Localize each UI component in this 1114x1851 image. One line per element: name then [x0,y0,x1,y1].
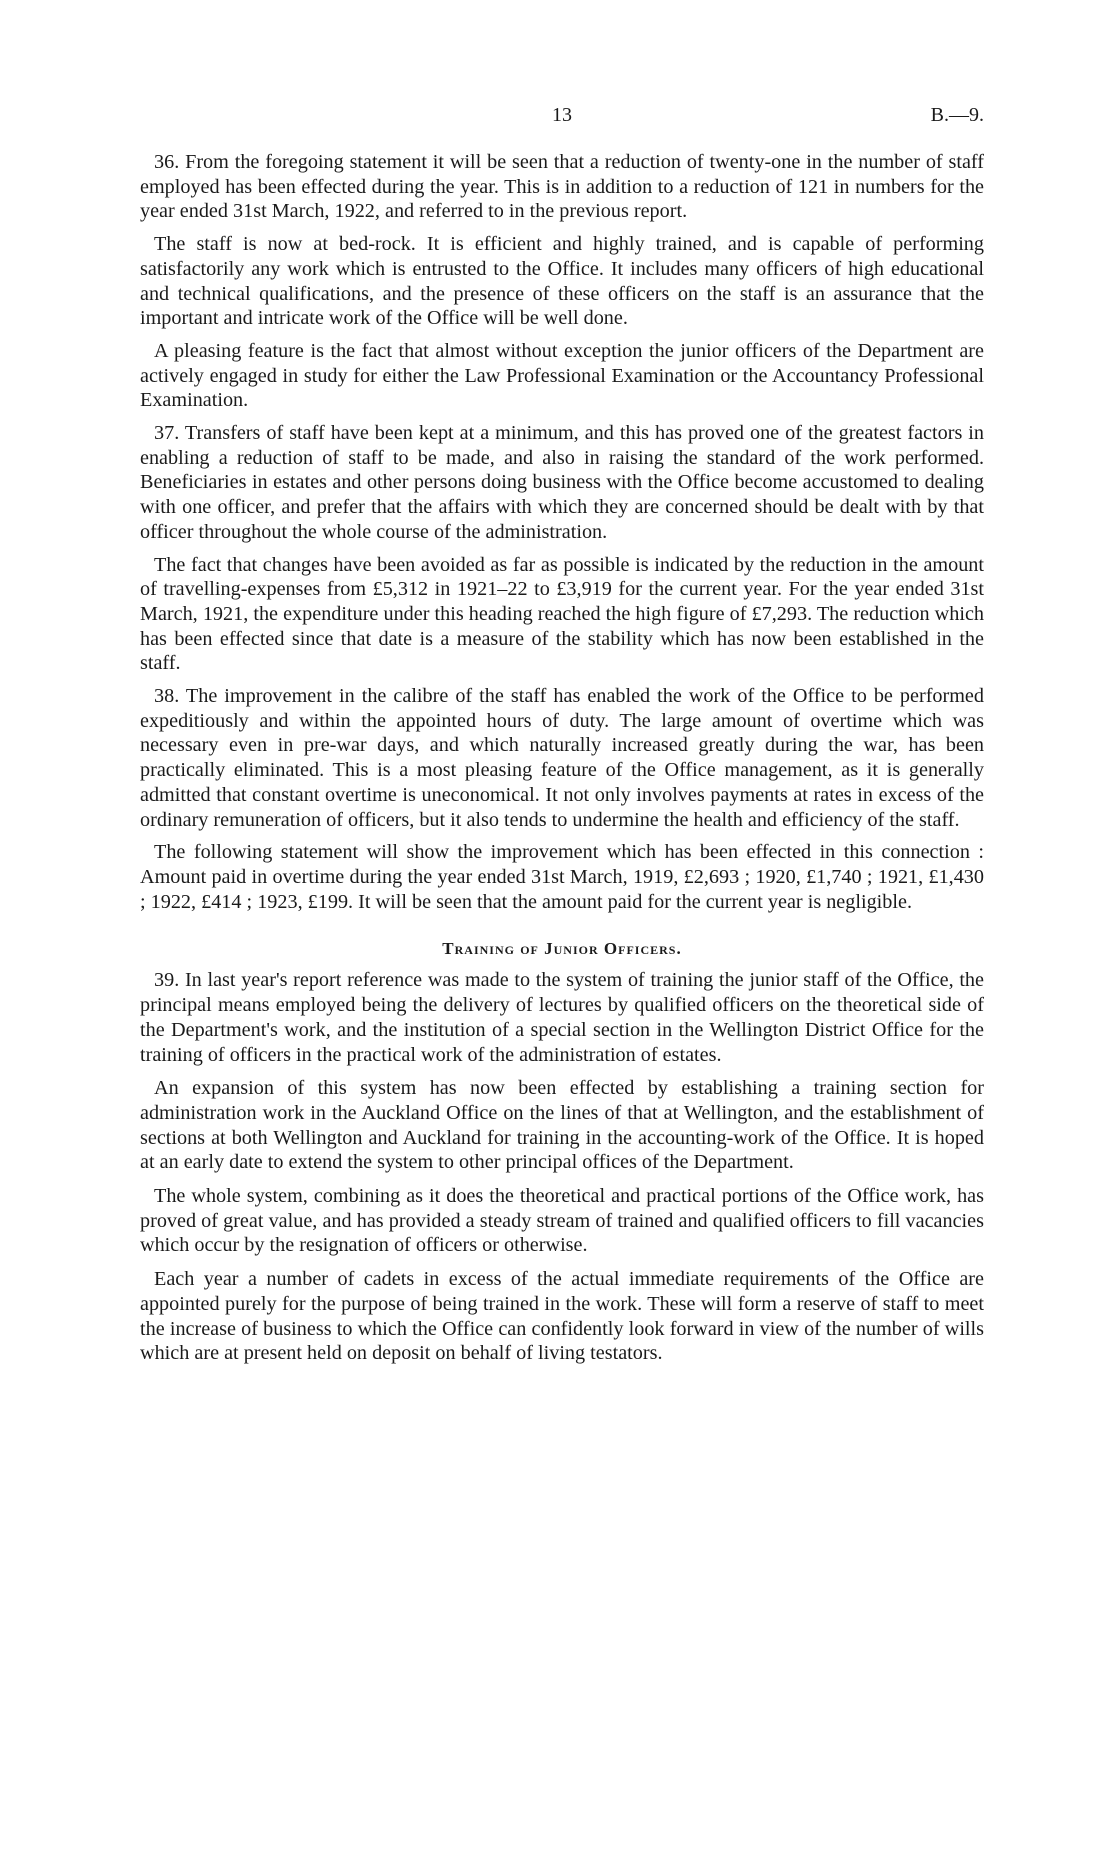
paragraph-cadets: Each year a number of cadets in excess of the actual immediate requirements of the Office are appointed purely for the purpose of being trained in the work. These will form a reserve of staff to meet the increase of business to which the Office can confidently look forward in view of the number of wills which are at present held on deposit on behalf of living testators. [140,1268,984,1365]
paragraph-pleasing-feature: A pleasing feature is the fact that almost without exception the junior officers of the Department are actively engaged in study for either the Law Professional Examination or the Accountancy Professional Examination. [140,339,984,412]
paragraph-overtime-statement: The following statement will show the improvement which has been effected in this connection : Amount paid in overtime during the year ended 31st March, 1919, £2,693 ; 1920, £1,740 ; 1921, £1,430 ; 1922, £414 ; 1923, £199. It will be seen that the amount paid for the current year is negligible. [140,841,984,913]
page-number: 13 [552,104,572,126]
paragraph-37: 37. Transfers of staff have been kept at a minimum, and this has proved one of the greatest factors in enabling a reduction of staff to be made, and also in raising the standard of the work performed. Beneficiaries in estates and other persons doing business with the Office become accustomed to dealing with one officer, and prefer that the affairs with which they are concerned should be dealt with by that officer throughout the whole course of the administration. [140,422,984,543]
paragraph-38: 38. The improvement in the calibre of the staff has enabled the work of the Office to be performed expeditiously and within the appointed hours of duty. The large amount of overtime which was necessary even in pre-war days, and which naturally increased greatly during the war, has been practically eliminated. This is a most pleasing feature of the Office management, as it is generally admitted that constant overtime is uneconomical. It not only involves payments at rates in excess of the ordinary remuneration of officers, but it also tends to undermine the health and efficiency of the staff. [140,685,984,831]
document-reference: B.—9. [930,104,984,126]
paragraph-whole-system: The whole system, combining as it does the theoretical and practical portions of the Office work, has proved of great value, and has provided a steady stream of trained and qualified officers to fill vacancies which occur by the resignation of officers or otherwise. [140,1185,984,1257]
section-heading: Training of Junior Officers. [442,939,682,959]
paragraph-travelling-expenses: The fact that changes have been avoided as far as possible is indicated by the reduction in the amount of travelling-expenses from £5,312 in 1921–22 to £3,919 for the current year. For the year ended 31st March, 1921, the expenditure under this heading reached the high figure of £7,293. The reduction which has been effected since that date is a measure of the stability which has now been established in the staff. [140,553,984,675]
body-text [140,150,984,1375]
paragraph-36: 36. From the foregoing statement it will be seen that a reduction of twenty-one in the number of staff employed has been effected during the year. This is in addition to a reduction of 121 in numbers for the year ended 31st March, 1922, and referred to in the previous report. [140,151,984,223]
paragraph-staff-bed-rock: The staff is now at bed-rock. It is efficient and highly trained, and is capable of performing satisfactorily any work which is entrusted to the Office. It includes many officers of high educational and technical qualifications, and the presence of these officers on the staff is an assurance that the important and intricate work of the Office will be well done. [140,233,984,330]
paragraph-expansion: An expansion of this system has now been effected by establishing a training section for administration work in the Auckland Office on the lines of that at Wellington, and the establishment of sections at both Wellington and Auckland for training in the accounting-work of the Office. It is hoped at an early date to extend the system to other principal offices of the Department. [140,1077,984,1174]
paragraph-39: 39. In last year's report reference was made to the system of training the junior staff of the Office, the principal means employed being the delivery of lectures by qualified officers on the theoretical side of the Department's work, and the institution of a special section in the Wellington District Office for the training of officers in the practical work of the administration of estates. [140,969,984,1066]
page-header [140,104,984,132]
